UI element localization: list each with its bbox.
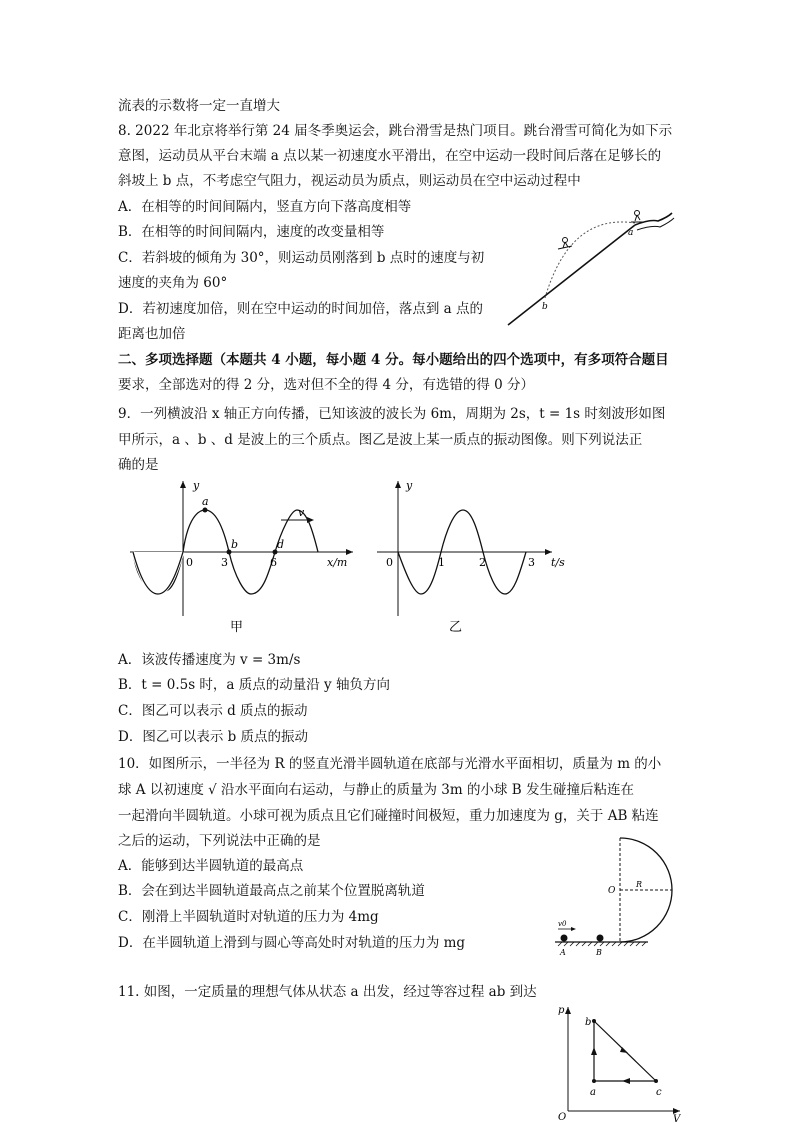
state-b bbox=[592, 1019, 596, 1023]
q8-option-b: B．在相等的时间间隔内，速度的改变量相等 bbox=[118, 224, 385, 240]
svg-text:O: O bbox=[558, 1112, 567, 1123]
q9-stem-line-2: 甲所示，a 、b 、d 是波上的三个质点。图乙是波上某一质点的振动图像。则下列说法正 bbox=[118, 432, 643, 448]
svg-text:3: 3 bbox=[221, 556, 228, 569]
q9-option-d: D．图乙可以表示 b 质点的振动 bbox=[118, 729, 309, 745]
svg-text:c: c bbox=[656, 1087, 662, 1098]
svg-text:p: p bbox=[558, 1005, 565, 1016]
svg-text:甲: 甲 bbox=[230, 620, 244, 635]
svg-text:3: 3 bbox=[528, 556, 535, 569]
q8-stem-line-3: 斜坡上 b 点，不考虑空气阻力，视运动员为质点，则运动员在空中运动过程中 bbox=[118, 173, 581, 189]
svg-text:R: R bbox=[636, 880, 643, 889]
q10-stem-line-1: 10．如图所示，一半径为 R 的竖直光滑半圆轨道在底部与光滑水平面相切，质量为 m 的小 bbox=[118, 756, 662, 772]
svg-text:x/m: x/m bbox=[327, 556, 348, 569]
svg-text:b: b bbox=[231, 538, 239, 551]
ball-a bbox=[561, 935, 568, 942]
svg-text:y: y bbox=[406, 479, 413, 492]
ball-b bbox=[597, 935, 604, 942]
wave-figure-jia bbox=[125, 476, 360, 641]
point-a-label: a bbox=[628, 228, 634, 238]
state-c bbox=[654, 1079, 658, 1083]
svg-text:2: 2 bbox=[479, 556, 486, 569]
q8-option-d-cont: 距离也加倍 bbox=[118, 326, 186, 342]
q10-stem-line-2: 球 A 以初速度 √ 沿水平面向右运动，与静止的质量为 3m 的小球 B 发生碰撞后粘连在 bbox=[118, 782, 634, 798]
q10-stem-line-4: 之后的运动，下列说法中正确的是 bbox=[118, 833, 321, 849]
svg-text:0: 0 bbox=[386, 556, 393, 569]
q8-option-a: A．在相等的时间间隔内，竖直方向下落高度相等 bbox=[118, 199, 412, 215]
section2-heading: 二、多项选择题（本题共 4 小题，每小题 4 分。每小题给出的四个选项中，有多项符合题目 bbox=[118, 352, 669, 368]
point-b-label: b bbox=[542, 302, 548, 312]
q9-stem-line-1: 9．一列横波沿 x 轴正方向传播，已知该波的波长为 6m，周期为 2s，t = 1s 时刻波形如图 bbox=[118, 406, 666, 422]
q10-option-a: A．能够到达半圆轨道的最高点 bbox=[118, 858, 304, 874]
svg-text:b: b bbox=[585, 1017, 592, 1028]
svg-text:a: a bbox=[590, 1087, 596, 1098]
slope-line bbox=[508, 225, 635, 325]
q11-stem: 11. 如图，一定质量的理想气体从状态 a 出发，经过等容过程 ab 到达 bbox=[118, 984, 537, 1000]
q9-stem-line-3: 确的是 bbox=[118, 457, 159, 473]
q8-option-c-cont: 速度的夹角为 60° bbox=[118, 275, 228, 291]
ski-jump-figure bbox=[500, 203, 680, 328]
svg-text:v: v bbox=[298, 506, 305, 519]
skier-icon-top bbox=[631, 211, 643, 223]
svg-text:A: A bbox=[560, 948, 566, 957]
q9-option-c: C．图乙可以表示 d 质点的振动 bbox=[118, 703, 308, 719]
svg-text:O: O bbox=[608, 886, 616, 896]
q10-stem-line-3: 一起滑向半圆轨道。小球可视为质点且它们碰撞时间极短，重力加速度为 g，关于 AB 粘连 bbox=[118, 808, 659, 824]
svg-text:6: 6 bbox=[270, 556, 277, 569]
point-a bbox=[203, 508, 208, 513]
svg-text:乙: 乙 bbox=[449, 620, 463, 635]
q10-option-d: D．在半圆轨道上滑到与圆心等高处时对轨道的压力为 mg bbox=[118, 935, 466, 951]
svg-text:B: B bbox=[596, 948, 602, 957]
svg-text:0: 0 bbox=[186, 556, 193, 569]
svg-text:t/s: t/s bbox=[551, 556, 565, 569]
svg-text:V: V bbox=[673, 1114, 681, 1123]
q10-option-b: B．会在到达半圆轨道最高点之前某个位置脱离轨道 bbox=[118, 883, 425, 899]
q8-stem-line-1: 8. 2022 年北京将举行第 24 届冬季奥运会，跳台滑雪是热门项目。跳台滑雪可简化为如下示 bbox=[118, 123, 673, 139]
q10-option-c: C．刚滑上半圆轨道时对轨道的压力为 4mg bbox=[118, 909, 379, 925]
svg-text:y: y bbox=[193, 479, 200, 492]
semicircle-track-figure bbox=[550, 833, 680, 958]
svg-text:v0: v0 bbox=[558, 920, 567, 928]
q8-stem-line-2: 意图，运动员从平台末端 a 点以某一初速度水平滑出，在空中运动一段时间后落在足够长的 bbox=[118, 148, 662, 164]
q8-option-d: D．若初速度加倍，则在空中运动的时间加倍，落点到 a 点的 bbox=[118, 301, 483, 317]
q9-option-b: B．t = 0.5s 时，a 质点的动量沿 y 轴负方向 bbox=[118, 677, 390, 693]
svg-text:a: a bbox=[202, 495, 209, 508]
vibration-figure-yi bbox=[372, 476, 577, 641]
q7-tail-text: 流表的示数将一定一直增大 bbox=[118, 98, 280, 114]
svg-text:1: 1 bbox=[438, 556, 445, 569]
section2-heading-cont: 要求，全部选对的得 2 分，选对但不全的得 4 分，有选错的得 0 分） bbox=[118, 377, 535, 393]
q9-option-a: A．该波传播速度为 v = 3m/s bbox=[118, 652, 301, 668]
svg-text:d: d bbox=[277, 538, 285, 551]
q8-option-c: C．若斜坡的倾角为 30°，则运动员刚落到 b 点时的速度与初 bbox=[118, 250, 485, 266]
pv-diagram-figure bbox=[548, 1003, 688, 1123]
state-a bbox=[592, 1079, 596, 1083]
